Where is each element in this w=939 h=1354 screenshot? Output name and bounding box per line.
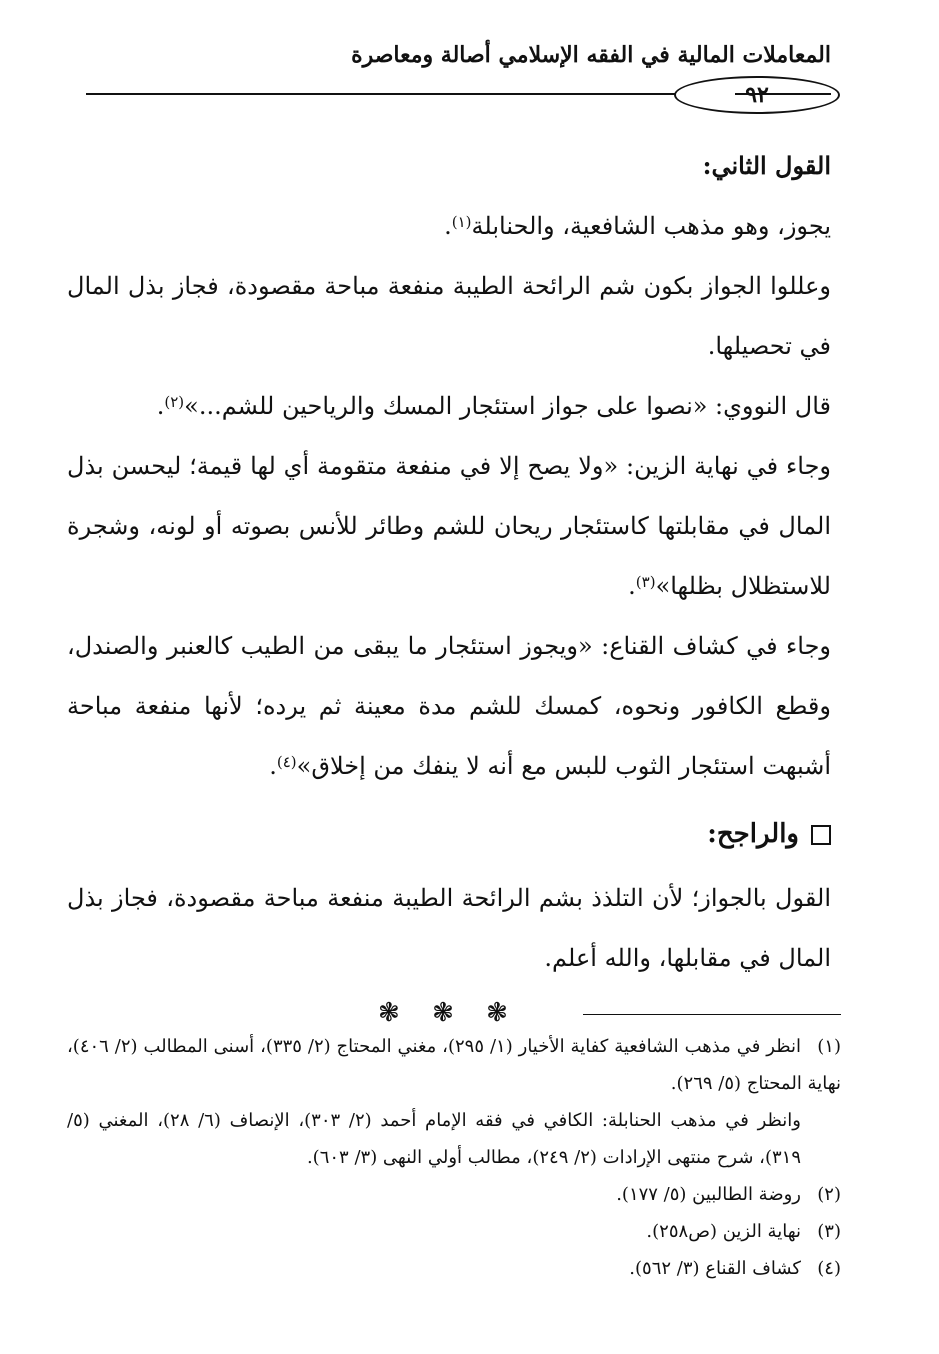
footnote-2-text: روضة الطالبين (٥/ ١٧٧). xyxy=(616,1184,801,1205)
footnote-separator xyxy=(583,1014,841,1015)
paragraph-1: يجوز، وهو مذهب الشافعية، والحنابلة$^{(١)}$. xyxy=(444,212,831,240)
footnote-4-mark: (٤) xyxy=(817,1258,841,1279)
footnote-ref-4: (٤) xyxy=(276,753,297,771)
footnote-3-mark: (٣) xyxy=(817,1221,841,1242)
footnote-ref-3: (٣) xyxy=(635,573,656,591)
square-bullet-icon xyxy=(811,825,831,845)
footnote-2 xyxy=(67,1176,841,1213)
footnote-1-continuation: وانظر في مذهب الحنابلة: الكافي في فقه الإمام أحمد (٢/ ٣٠٣)، الإنصاف (٦/ ٢٨)، المغني (٥/ ٣١٩)، شرح منتهى الإرادات (٢/ ٢٤٩)، مطالب أولي النهى (٣/ ٦٠٣). xyxy=(67,1110,802,1168)
footnotes xyxy=(67,1028,841,1287)
footnote-ref-2: (٢) xyxy=(164,393,185,411)
footnote-1-text: انظر في مذهب الشافعية كفاية الأخيار (١/ ٢٩٥)، مغني المحتاج (٢/ ٣٣٥)، أسنى المطالب (٢/ ٤٠٦)، نهاية المحتاج (٥/ ٢٦٩). xyxy=(67,1036,841,1094)
ornament-divider-icon: ❃ ❃ ❃ xyxy=(378,998,520,1028)
paragraph-4: وجاء في نهاية الزين: «ولا يصح إلا في منفعة متقومة أي لها قيمة؛ ليحسن بذل المال في مقابلتها كاستئجار ريحان للشم وطائر للأنس بصوته أو لونه، وشجرة للاستظلال بظلها»$^{(٣)}$. xyxy=(67,452,831,600)
paragraph-5-text: وجاء في كشاف القناع: «ويجوز استئجار ما يبقى من الطيب كالعنبر والصندل، وقطع الكافور ونحوه، كمسك للشم مدة معينة ثم يرده؛ لأنها منفعة مباحة أشبهت استئجار الثوب للبس مع أنه لا ينفك من إخلاق» xyxy=(67,632,831,780)
preferred-heading xyxy=(67,804,831,864)
footnote-3-text: نهاية الزين (ص٢٥٨). xyxy=(646,1221,801,1242)
footnote-4-text: كشاف القناع (٣/ ٥٦٢). xyxy=(629,1258,801,1279)
paragraph-6: القول بالجواز؛ لأن التلذذ بشم الرائحة الطيبة منفعة مباحة مقصودة، فجاز بذل المال في مقابلها، والله أعلم. xyxy=(67,884,832,972)
running-title: المعاملات المالية في الفقه الإسلامي أصالة ومعاصرة xyxy=(351,42,831,68)
footnote-3 xyxy=(67,1213,841,1250)
header-rule-left xyxy=(86,93,676,95)
paragraph-3-text: قال النووي: «نصوا على جواز استئجار المسك والرياحين للشم...» xyxy=(184,392,831,420)
footnote-2-mark: (٢) xyxy=(817,1184,841,1205)
preferred-heading-text: والراجح: xyxy=(707,819,799,849)
footnote-1 xyxy=(67,1028,841,1102)
paragraph-3: قال النووي: «نصوا على جواز استئجار المسك والرياحين للشم...»$^{(٢)}$. xyxy=(156,392,831,420)
footnote-4 xyxy=(67,1250,841,1287)
footnote-ref-1: (١) xyxy=(451,213,472,231)
main-text xyxy=(67,136,831,1038)
second-opinion-heading: القول الثاني: xyxy=(702,151,831,180)
paragraph-5: وجاء في كشاف القناع: «ويجوز استئجار ما يبقى من الطيب كالعنبر والصندل، وقطع الكافور ونحوه، كمسك للشم مدة معينة ثم يرده؛ لأنها منفعة مباحة أشبهت استئجار الثوب للبس مع أنه لا ينفك من إخلاق»$^{(٤)}$. xyxy=(67,632,831,780)
paragraph-2: وعللوا الجواز بكون شم الرائحة الطيبة منفعة مباحة مقصودة، فجاز بذل المال في تحصيلها. xyxy=(67,272,831,360)
page-number: ٩٢ xyxy=(674,76,840,114)
footnote-1-mark: (١) xyxy=(817,1036,841,1057)
paragraph-4-text: وجاء في نهاية الزين: «ولا يصح إلا في منفعة متقومة أي لها قيمة؛ ليحسن بذل المال في مقابلتها كاستئجار ريحان للشم وطائر للأنس بصوته أو لونه، وشجرة للاستظلال بظلها» xyxy=(67,452,831,600)
paragraph-1-text: يجوز، وهو مذهب الشافعية، والحنابلة xyxy=(471,212,831,240)
